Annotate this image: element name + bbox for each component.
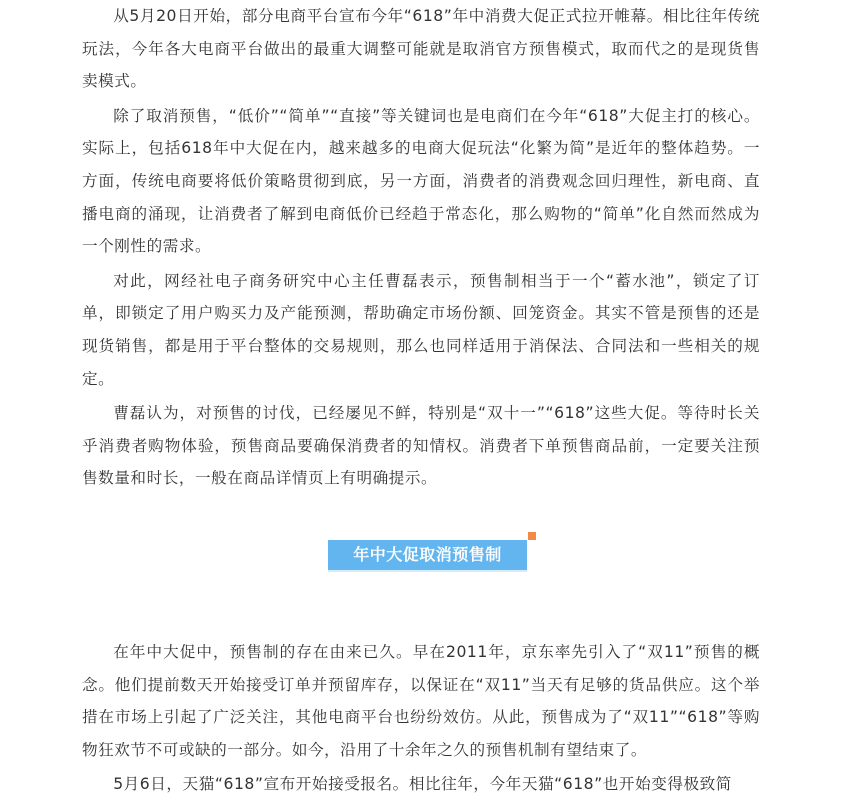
paragraph: 在年中大促中，预售制的存在由来已久。早在2011年，京东率先引入了“双11”预售的概念。他们提前数天开始接受订单并预留库存，以保证在“双11”当天有足够的货品供应。这个举措在市场上引起了广泛关注，其他电商平台也纷纷效仿。从此，预售成为了“双11”“618”等购物狂欢节不可或缺的一部分。如今，沿用了十余年之久的预售机制有望结束了。 — [82, 643, 760, 759]
article-body-continued — [82, 636, 760, 801]
article-body — [82, 0, 760, 495]
paragraph: 5月6日，天猫“618”宣布开始接受报名。相比往年，今年天猫“618”也开始变得极致简 — [113, 775, 732, 794]
section-heading-accent-square — [528, 532, 536, 540]
paragraph: 曹磊认为，对预售的讨伐，已经屡见不鲜，特别是“双十一”“618”这些大促。等待时长关乎消费者购物体验，预售商品要确保消费者的知情权。消费者下单预售商品前，一定要关注预售数量和时长，一般在商品详情页上有明确提示。 — [82, 404, 760, 488]
paragraph: 除了取消预售，“低价”“简单”“直接”等关键词也是电商们在今年“618”大促主打的核心。实际上，包括618年中大促在内，越来越多的电商大促玩法“化繁为简”是近年的整体趋势。一方面，传统电商要将低价策略贯彻到底，另一方面，消费者的消费观念回归理性，新电商、直播电商的涌现，让消费者了解到电商低价已经趋于常态化，那么购物的“简单”化自然而然成为一个刚性的需求。 — [82, 106, 760, 256]
section-heading-underline — [328, 570, 527, 572]
section-heading-text: 年中大促取消预售制 — [353, 545, 502, 564]
paragraph: 对此，网经社电子商务研究中心主任曹磊表示，预售制相当于一个“蓄水池”，锁定了订单，即锁定了用户购买力及产能预测，帮助确定市场份额、回笼资金。其实不管是预售的还是现货销售，都是用于平台整体的交易规则，那么也同样适用于消保法、合同法和一些相关的规定。 — [82, 271, 760, 388]
section-heading — [328, 532, 538, 576]
paragraph: 从5月20日开始，部分电商平台宣布今年“618”年中消费大促正式拉开帷幕。相比往年传统玩法，今年各大电商平台做出的最重大调整可能就是取消官方预售模式，取而代之的是现货售卖模式。 — [82, 7, 760, 91]
